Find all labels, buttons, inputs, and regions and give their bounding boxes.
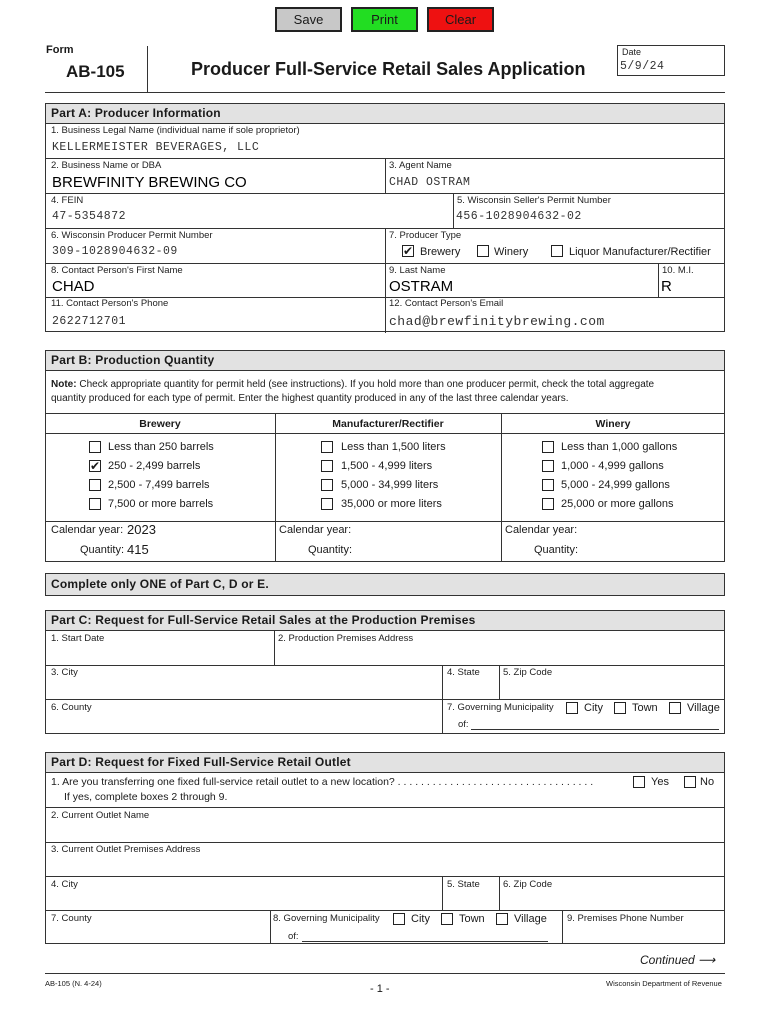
footer-page-number: - 1 -	[370, 983, 390, 995]
date-value: 5/9/24	[620, 60, 665, 73]
part-c-box	[45, 630, 725, 734]
footer-form-id: AB-105 (N. 4-24)	[45, 979, 102, 988]
brewery-qty-option-3: 2,500 - 7,499 barrels	[108, 479, 210, 491]
part-d-question-1-sub: If yes, complete boxes 2 through 9.	[64, 791, 228, 803]
field-label-1: 1. Business Legal Name (individual name if sole proprietor)	[51, 125, 300, 136]
contact-email[interactable]: chad@brewfinitybrewing.com	[389, 314, 605, 329]
date-label: Date	[622, 47, 642, 57]
brewery-qty-checkbox-3[interactable]	[89, 479, 101, 491]
part-d-no-option: No	[700, 776, 715, 788]
part-d-zip-label: 6. Zip Code	[503, 879, 553, 890]
manufacturer-qty-option-4: 35,000 or more liters	[341, 498, 442, 510]
part-c-town-option: Town	[632, 702, 658, 714]
part-d-city-option: City	[411, 913, 430, 925]
part-c-village-checkbox[interactable]	[669, 702, 681, 714]
footer-rule	[45, 973, 725, 974]
business-legal-name[interactable]: KELLERMEISTER BEVERAGES, LLC	[52, 141, 260, 154]
brewery-option: Brewery	[420, 246, 461, 258]
part-c-header: Part C: Request for Full-Service Retail Sales at the Production Premises	[45, 610, 725, 631]
part-d-county-label: 7. County	[51, 913, 92, 924]
field-label-3: 3. Agent Name	[389, 160, 452, 171]
manufacturer-qty-option-2: 1,500 - 4,999 liters	[341, 460, 433, 472]
part-c-of-line[interactable]	[471, 729, 719, 730]
date-box[interactable]	[617, 45, 725, 76]
first-name[interactable]: CHAD	[52, 278, 95, 295]
part-d-of-line[interactable]	[302, 941, 548, 942]
brewery-qty-option-4: 7,500 or more barrels	[108, 498, 214, 510]
field-label-9: 9. Last Name	[389, 265, 446, 276]
winery-qty-checkbox-4[interactable]	[542, 498, 554, 510]
part-c-zip-label: 5. Zip Code	[503, 667, 553, 678]
fein-value[interactable]: 47-5354872	[52, 210, 127, 223]
winery-qty-checkbox-1[interactable]	[542, 441, 554, 453]
part-c-start-date-label: 1. Start Date	[51, 633, 105, 644]
part-d-outlet-name-label: 2. Current Outlet Name	[51, 810, 150, 821]
part-d-no-checkbox[interactable]	[684, 776, 696, 788]
brewery-checkbox[interactable]: ✔	[403, 244, 414, 258]
part-d-state-label: 5. State	[447, 879, 480, 890]
brewery-calendar-year[interactable]: 2023	[127, 522, 156, 537]
manufacturer-qty-checkbox-1[interactable]	[321, 441, 333, 453]
print-button[interactable]: Print	[351, 7, 418, 32]
field-label-7: 7. Producer Type	[389, 230, 462, 241]
winery-checkbox[interactable]	[477, 245, 489, 257]
brewery-qty-checkbox-2[interactable]: ✔	[90, 459, 101, 473]
part-d-header: Part D: Request for Fixed Full-Service Retail Outlet	[45, 752, 725, 773]
part-c-village-option: Village	[687, 702, 720, 714]
part-d-municipality-label: 8. Governing Municipality	[273, 913, 380, 924]
part-d-outlet-address-label: 3. Current Outlet Premises Address	[51, 844, 201, 855]
part-a-header: Part A: Producer Information	[45, 103, 725, 124]
field-label-4: 4. FEIN	[51, 195, 84, 206]
field-label-11: 11. Contact Person's Phone	[51, 298, 169, 309]
column-header-brewery: Brewery	[139, 418, 181, 430]
last-name[interactable]: OSTRAM	[389, 278, 454, 295]
brewery-qty-checkbox-4[interactable]	[89, 498, 101, 510]
brewery-calendar-label: Calendar year:	[51, 524, 124, 536]
winery-calendar-label: Calendar year:	[505, 524, 578, 536]
winery-qty-option-4: 25,000 or more gallons	[561, 498, 674, 510]
field-label-12: 12. Contact Person's Email	[389, 298, 504, 309]
contact-phone[interactable]: 2622712701	[52, 315, 127, 328]
continued-label: Continued ⟶	[640, 953, 716, 967]
liquor-checkbox[interactable]	[551, 245, 563, 257]
producer-permit[interactable]: 309-1028904632-09	[52, 245, 178, 258]
header-divider	[147, 46, 148, 92]
part-d-village-option: Village	[514, 913, 547, 925]
part-d-town-option: Town	[459, 913, 485, 925]
part-d-city-checkbox[interactable]	[393, 913, 405, 925]
middle-initial[interactable]: R	[661, 278, 672, 295]
part-c-city-option: City	[584, 702, 603, 714]
part-c-of-label: of:	[458, 719, 469, 730]
part-d-phone-label: 9. Premises Phone Number	[567, 913, 684, 924]
sellers-permit[interactable]: 456-1028904632-02	[456, 210, 582, 223]
brewery-quantity-label: Quantity:	[80, 544, 125, 556]
part-d-village-checkbox[interactable]	[496, 913, 508, 925]
field-label-5: 5. Wisconsin Seller's Permit Number	[457, 195, 611, 206]
manufacturer-qty-option-3: 5,000 - 34,999 liters	[341, 479, 439, 491]
field-label-10: 10. M.I.	[662, 265, 694, 276]
winery-qty-option-2: 1,000 - 4,999 gallons	[561, 460, 664, 472]
form-label: Form	[46, 44, 74, 56]
manufacturer-quantity-label: Quantity:	[308, 544, 353, 556]
manufacturer-qty-option-1: Less than 1,500 liters	[341, 441, 446, 453]
field-label-8: 8. Contact Person's First Name	[51, 265, 183, 276]
footer-department: Wisconsin Department of Revenue	[606, 979, 722, 988]
part-c-city-checkbox[interactable]	[566, 702, 578, 714]
header-rule	[45, 92, 725, 93]
part-b-header: Part B: Production Quantity	[45, 350, 725, 371]
page-title: Producer Full-Service Retail Sales Application	[191, 59, 586, 79]
column-header-winery: Winery	[595, 418, 631, 430]
part-d-town-checkbox[interactable]	[441, 913, 453, 925]
part-c-city-label: 3. City	[51, 667, 78, 678]
brewery-qty-option-2: 250 - 2,499 barrels	[108, 460, 201, 472]
part-c-town-checkbox[interactable]	[614, 702, 626, 714]
brewery-qty-option-1: Less than 250 barrels	[108, 441, 214, 453]
winery-qty-checkbox-2[interactable]	[542, 460, 554, 472]
part-c-address-label: 2. Production Premises Address	[278, 633, 414, 644]
field-label-6: 6. Wisconsin Producer Permit Number	[51, 230, 213, 241]
part-d-yes-option: Yes	[651, 776, 669, 788]
agent-name[interactable]: CHAD OSTRAM	[389, 176, 471, 189]
complete-one-notice: Complete only ONE of Part C, D or E.	[45, 573, 725, 596]
business-dba[interactable]: BREWFINITY BREWING CO	[52, 174, 247, 191]
part-d-of-label: of:	[288, 931, 299, 942]
manufacturer-qty-checkbox-2[interactable]	[321, 460, 333, 472]
column-header-manufacturer: Manufacturer/Rectifier	[332, 418, 444, 430]
manufacturer-qty-checkbox-3[interactable]	[321, 479, 333, 491]
part-d-yes-checkbox[interactable]	[633, 776, 645, 788]
part-c-county-label: 6. County	[51, 702, 92, 713]
brewery-qty-checkbox-1[interactable]	[89, 441, 101, 453]
part-d-city-label: 4. City	[51, 879, 78, 890]
winery-qty-option-3: 5,000 - 24,999 gallons	[561, 479, 670, 491]
brewery-quantity[interactable]: 415	[127, 542, 149, 557]
winery-option: Winery	[494, 246, 529, 258]
save-button[interactable]: Save	[275, 7, 342, 32]
winery-quantity-label: Quantity:	[534, 544, 579, 556]
winery-qty-checkbox-3[interactable]	[542, 479, 554, 491]
manufacturer-calendar-label: Calendar year:	[279, 524, 352, 536]
part-b-note: Note: Check appropriate quantity for permit held (see instructions). If you hold more than one producer permit, check the total aggregate quantity produced for each type of permit. Enter the highest quantity produced in any of the last three calendar years.	[51, 379, 655, 404]
manufacturer-qty-checkbox-4[interactable]	[321, 498, 333, 510]
part-c-state-label: 4. State	[447, 667, 480, 678]
liquor-option: Liquor Manufacturer/Rectifier	[569, 246, 711, 258]
part-c-municipality-label: 7. Governing Municipality	[447, 702, 554, 713]
field-label-2: 2. Business Name or DBA	[51, 160, 162, 171]
form-number: AB-105	[66, 62, 125, 81]
part-d-question-1: 1. Are you transferring one fixed full-service retail outlet to a new location? . . . . . . . . . . . . . . . . . . . . . . . . . . . . . . . . . .	[51, 776, 594, 788]
winery-qty-option-1: Less than 1,000 gallons	[561, 441, 678, 453]
clear-button[interactable]: Clear	[427, 7, 494, 32]
